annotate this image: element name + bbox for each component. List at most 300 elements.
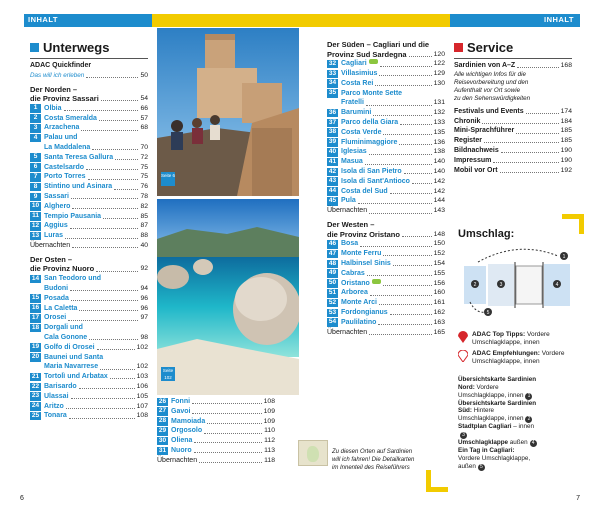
entry-title: Cala Gonone	[44, 333, 88, 341]
toc-entry[interactable]	[157, 417, 275, 427]
entry-number-badge: 31	[158, 446, 167, 454]
toc-entry[interactable]	[327, 108, 445, 118]
toc-entry[interactable]	[157, 436, 275, 446]
empfehlungen-bold: ADAC Empfehlungen:	[472, 350, 540, 357]
map-reference-bold: Ein Tag in Cagliari:	[458, 446, 515, 454]
toc-entry[interactable]	[30, 172, 148, 182]
entry-number-badge: 36	[328, 108, 337, 116]
toc-entry[interactable]	[327, 157, 445, 167]
top-tips-entry[interactable]	[458, 331, 580, 347]
page-number: 132	[433, 109, 445, 117]
leader-dots	[192, 397, 262, 404]
page-number: 144	[433, 197, 445, 205]
service-entry[interactable]	[454, 156, 572, 166]
service-heading	[454, 40, 572, 55]
toc-entry[interactable]	[30, 114, 148, 124]
toc-entry[interactable]	[327, 279, 445, 289]
toc-entry[interactable]	[157, 426, 275, 436]
toc-entry[interactable]	[30, 274, 148, 284]
toc-entry[interactable]	[30, 284, 148, 294]
entry-number-badge: 32	[328, 59, 337, 67]
entry-title: Maria Navarrese	[44, 363, 99, 371]
toc-entry[interactable]	[30, 402, 148, 412]
entry-number-badge: 52	[328, 298, 337, 306]
page-number: 112	[264, 437, 275, 445]
leader-dots	[383, 249, 431, 256]
toc-entry[interactable]	[327, 118, 445, 128]
entry-title: Villasimius	[341, 70, 378, 78]
leader-dots	[92, 143, 138, 150]
leader-dots	[484, 136, 559, 143]
service-entry[interactable]	[454, 126, 572, 136]
service-az-row[interactable]	[454, 61, 572, 71]
leader-dots	[400, 118, 431, 125]
az-description-line: Alle wichtigen Infos für die	[454, 70, 526, 78]
service-entry[interactable]	[454, 146, 572, 156]
toc-entry[interactable]	[30, 212, 148, 222]
leader-dots	[500, 166, 559, 173]
leader-dots	[390, 308, 432, 315]
toc-entry[interactable]	[30, 133, 148, 143]
leader-dots	[402, 230, 432, 237]
entry-number-badge: 25	[31, 411, 40, 419]
leader-dots	[369, 206, 432, 213]
map-reference-text: außen	[509, 438, 528, 446]
page-number: 92	[140, 265, 148, 273]
fig-marker: 1	[562, 254, 566, 260]
entry-number-badge: 51	[328, 288, 337, 296]
leader-dots	[66, 402, 135, 409]
map-reference-text: – innen	[513, 423, 534, 431]
toc-entry[interactable]	[327, 69, 445, 79]
sueden-heading-line1: Der Süden – Cagliari und die	[327, 40, 430, 49]
quickfinder-sub-row[interactable]	[30, 71, 148, 81]
entry-title: Iglesias	[341, 148, 367, 156]
blue-square-icon	[30, 43, 39, 52]
toc-entry[interactable]	[327, 177, 445, 187]
entry-title: Orgosolo	[171, 427, 203, 435]
entry-number-badge: 21	[31, 372, 40, 380]
page-number: 108	[263, 398, 275, 405]
entry-title: Golfo di Orosei	[44, 343, 95, 351]
toc-entry[interactable]	[157, 407, 275, 417]
castle-photo-image	[157, 28, 299, 196]
page-number: 150	[433, 240, 445, 248]
map-reference-text: Vordere Umschlagklappe, innen	[458, 383, 524, 399]
toc-entry[interactable]	[327, 187, 445, 197]
toc-entry[interactable]	[30, 221, 148, 231]
umschlag-section	[458, 228, 580, 471]
page-number: 130	[433, 79, 445, 87]
leader-dots	[380, 59, 432, 66]
page-number: 122	[433, 60, 445, 68]
map-reference-entry[interactable]	[458, 376, 538, 400]
quickfinder-row[interactable]	[30, 61, 148, 71]
leader-dots	[409, 50, 432, 57]
entry-title: Tonara	[44, 412, 67, 420]
entry-title: Alghero	[44, 202, 71, 210]
entry-title: Stintino und Asinara	[44, 183, 113, 191]
entry-number-badge	[327, 99, 338, 108]
entry-number-badge: 40	[328, 148, 337, 156]
entry-number-badge: 35	[328, 89, 337, 97]
entry-title: Olbia	[44, 104, 62, 112]
toc-entry[interactable]	[30, 182, 148, 192]
divider	[454, 58, 572, 59]
uebernachten-label: Übernachten	[157, 456, 198, 464]
entry-number-badge: 19	[31, 343, 40, 351]
sueden-uebernachten-row[interactable]	[327, 206, 445, 216]
entry-title: Tempio Pausania	[44, 212, 102, 220]
entry-title: Castelsardo	[44, 163, 85, 171]
toc-entry[interactable]	[30, 202, 148, 212]
toc-entry[interactable]	[157, 446, 275, 456]
toc-entry[interactable]	[327, 318, 445, 328]
leader-dots	[383, 128, 431, 135]
map-reference-marker: 2	[525, 416, 532, 423]
entry-number-badge: 50	[328, 279, 337, 287]
toc-entry[interactable]	[327, 98, 445, 108]
entry-number-badge: 26	[158, 397, 167, 405]
leader-dots	[378, 318, 431, 325]
toc-entry[interactable]	[327, 249, 445, 259]
toc-entry[interactable]	[327, 147, 445, 157]
service-entry[interactable]	[454, 166, 572, 176]
top-tips-text: Vordere Umschlagklappe, innen	[472, 331, 550, 346]
entry-title: Impressum	[454, 156, 492, 164]
divider	[30, 58, 148, 59]
leader-dots	[393, 259, 432, 266]
westen-heading-row[interactable]	[327, 230, 445, 240]
service-entry[interactable]	[454, 136, 572, 146]
entry-title: La Caletta	[44, 304, 78, 312]
page-number: 78	[140, 193, 148, 201]
entry-title: Bildnachweis	[454, 146, 499, 154]
page-number: 185	[560, 137, 572, 145]
toc-entry[interactable]	[327, 269, 445, 279]
page-number: 75	[140, 163, 148, 171]
toc-entry[interactable]	[30, 143, 148, 153]
header-right-label: INHALT	[544, 15, 574, 24]
entry-number-badge: 14	[31, 274, 40, 282]
page-number: 140	[433, 158, 445, 166]
leader-dots	[404, 167, 432, 174]
norden-heading-line2: die Provinz Sassari	[30, 94, 99, 104]
sueden-heading-row[interactable]	[327, 50, 445, 60]
westen-heading-line2: die Provinz Oristano	[327, 229, 400, 239]
unterwegs-section	[30, 40, 148, 421]
page-number: 103	[136, 373, 148, 381]
page-number: 148	[433, 230, 445, 238]
entry-number-badge: 34	[328, 79, 337, 87]
leader-dots	[370, 288, 432, 295]
toc-entry[interactable]	[327, 89, 445, 99]
page-number: 102	[136, 343, 148, 351]
page-number: 156	[433, 279, 445, 287]
page-number: 168	[560, 62, 572, 69]
page-number: 190	[560, 146, 572, 154]
page-number: 160	[433, 289, 445, 297]
entry-title: Isola di Sant'Antioco	[341, 177, 410, 185]
quickfinder-label: ADAC Quickfinder	[30, 62, 92, 69]
toc-entry[interactable]	[30, 392, 148, 402]
entry-title: Costa del Sud	[341, 187, 388, 195]
page-number: 106	[136, 382, 148, 390]
entry-title: Oliena	[171, 437, 193, 445]
az-description-line: zu den Sehenswürdigkeiten	[454, 94, 531, 102]
entry-title: Cabras	[341, 269, 365, 277]
leader-dots	[399, 138, 431, 145]
entry-number-badge: 15	[31, 294, 40, 302]
map-reference-entry[interactable]	[458, 400, 538, 424]
toc-entry[interactable]	[30, 323, 148, 333]
entry-number-badge: 46	[328, 239, 337, 247]
toc-entry[interactable]	[30, 192, 148, 202]
fig-marker: 3	[499, 282, 503, 288]
page-number: 68	[140, 124, 148, 132]
entry-title: Fordongianus	[341, 308, 388, 316]
beach-photo	[157, 199, 299, 395]
entry-title: Monte Arci	[341, 299, 377, 307]
header-left-label: INHALT	[28, 15, 58, 24]
page-number: 136	[433, 138, 445, 146]
page-number: 50	[140, 71, 148, 79]
fig-marker: 4	[555, 282, 559, 288]
entry-title: Dorgali und	[44, 324, 83, 332]
toc-entry[interactable]	[327, 259, 445, 269]
leader-dots	[199, 456, 262, 463]
leader-dots	[367, 269, 432, 276]
leader-dots	[101, 94, 139, 101]
entry-number-badge: 8	[30, 183, 41, 192]
header-bar-right	[450, 14, 580, 27]
leader-dots	[379, 69, 431, 76]
entry-number-badge: 42	[328, 167, 337, 175]
sueden-heading-line2: Provinz Sud Sardegna	[327, 49, 407, 59]
leader-dots	[88, 172, 139, 179]
entry-title: Ulassai	[44, 392, 69, 400]
toc-entry[interactable]	[157, 397, 275, 407]
recommendation-marker-icon	[458, 350, 468, 362]
leader-dots	[89, 333, 138, 340]
page-number-right: 7	[576, 495, 580, 502]
entry-number-badge: 23	[31, 392, 40, 400]
map-reference-entry[interactable]	[458, 423, 538, 439]
entry-title: Costa Smeralda	[44, 114, 97, 122]
entry-number-badge: 45	[328, 197, 337, 205]
toc-entry[interactable]	[30, 372, 148, 382]
empfehlungen-entry[interactable]	[458, 350, 580, 366]
caption-line: Zu diesen Orten auf Sardinien	[332, 449, 413, 455]
toc-entry[interactable]	[327, 196, 445, 206]
map-reference-marker: 4	[530, 440, 537, 447]
page-number: 161	[433, 299, 445, 307]
map-reference-marker: 1	[525, 393, 532, 400]
page-number: 135	[433, 128, 445, 136]
entry-number-badge: 53	[328, 308, 337, 316]
entry-number-badge: 38	[328, 128, 337, 136]
map-reference-entry[interactable]	[458, 439, 538, 447]
westen-uebernachten-row[interactable]	[327, 328, 445, 338]
az-description	[454, 71, 572, 103]
leader-dots	[516, 126, 558, 133]
entry-title: Tortolì und Arbatax	[44, 373, 108, 381]
entry-number-badge: 29	[158, 426, 167, 434]
norden-heading-row[interactable]	[30, 94, 148, 104]
entry-title: Orosei	[44, 314, 67, 322]
leader-dots	[115, 153, 138, 160]
entry-number-badge: 7	[30, 173, 41, 182]
service-entry[interactable]	[454, 117, 572, 127]
toc-entry[interactable]	[30, 153, 148, 163]
page-number: 96	[140, 304, 148, 312]
toc-entry[interactable]	[327, 79, 445, 89]
toc-entry[interactable]	[327, 128, 445, 138]
top-tip-icon	[372, 279, 381, 284]
entry-title: Parco Monte Sette	[341, 89, 403, 97]
page-number-left: 6	[20, 495, 24, 502]
page-number: 54	[140, 95, 148, 103]
entry-number-badge	[30, 144, 41, 153]
map-reference-text: Hintere Umschlagklappe, innen	[458, 407, 524, 423]
toc-entry[interactable]	[327, 239, 445, 249]
entry-number-badge	[30, 363, 41, 372]
entry-title: Parco della Giara	[341, 119, 399, 127]
toc-entry[interactable]	[30, 382, 148, 392]
uebernachten-label: Übernachten	[327, 328, 368, 336]
leader-dots	[366, 98, 432, 105]
entry-number-badge: 37	[328, 118, 337, 126]
karten-list	[458, 376, 538, 471]
map-reference-entry[interactable]	[458, 447, 538, 471]
page-number: 82	[140, 202, 148, 210]
leader-dots	[375, 79, 431, 86]
leader-dots	[86, 71, 138, 78]
toc-entry[interactable]	[327, 308, 445, 318]
leader-dots	[71, 392, 135, 399]
entry-title: Costa Rei	[341, 79, 374, 87]
page-number: 152	[433, 250, 445, 258]
page-number: 107	[136, 402, 148, 410]
az-description-line: Reisevorbereitung und den	[454, 78, 529, 86]
leader-dots	[103, 212, 138, 219]
osten-heading-row[interactable]	[30, 264, 148, 274]
entry-title: Porto Torres	[44, 173, 86, 181]
page-number: 133	[433, 119, 445, 127]
toc-entry[interactable]	[30, 362, 148, 372]
red-square-icon	[454, 43, 463, 52]
toc-entry[interactable]	[30, 333, 148, 343]
map-caption	[298, 448, 443, 472]
entry-number-badge: 20	[31, 353, 40, 361]
service-entry[interactable]	[454, 107, 572, 117]
map-reference-bold: Umschlagklappe	[458, 438, 509, 446]
entry-title: Isola di San Pietro	[341, 168, 402, 176]
page-number: 163	[433, 318, 445, 326]
entry-number-badge: 12	[31, 222, 40, 230]
leader-dots	[70, 284, 138, 291]
page-number: 88	[140, 232, 148, 240]
toc-entry[interactable]	[30, 353, 148, 363]
osten-heading-line1: Der Osten –	[30, 254, 73, 264]
osten-heading-line2: die Provinz Nuoro	[30, 264, 95, 274]
entry-title: Mobil vor Ort	[454, 166, 498, 174]
leader-dots	[526, 107, 559, 114]
entry-number-badge: 30	[158, 436, 167, 444]
leader-dots	[192, 407, 261, 414]
toc-entry[interactable]	[327, 59, 445, 69]
entry-number-badge: 39	[328, 138, 337, 146]
entry-title: Sassari	[44, 193, 69, 201]
page-number: 57	[140, 114, 148, 122]
page-number: 129	[433, 70, 445, 78]
toc-entry[interactable]	[327, 298, 445, 308]
toc-entry[interactable]	[30, 304, 148, 314]
page-number: 154	[433, 259, 445, 267]
page-number: 190	[560, 156, 572, 164]
leader-dots	[194, 446, 263, 453]
leader-dots	[86, 163, 138, 170]
page-number: 76	[140, 183, 148, 191]
map-reference-bold: Übersichtskarte Sardinien Süd:	[458, 399, 537, 415]
castle-photo	[157, 28, 299, 196]
toc-entry[interactable]	[30, 231, 148, 241]
leader-dots	[96, 264, 138, 271]
toc-entry[interactable]	[30, 343, 148, 353]
leader-dots	[194, 436, 262, 443]
page-number: 155	[433, 269, 445, 277]
map-reference-marker: 5	[478, 464, 485, 471]
toc-entry[interactable]	[30, 123, 148, 133]
entry-number-badge: 43	[328, 177, 337, 185]
toc-entry[interactable]	[30, 163, 148, 173]
toc-entry[interactable]	[30, 104, 148, 114]
middle-uebernachten-row[interactable]	[157, 456, 275, 466]
leader-dots	[379, 298, 432, 305]
norden-heading-line1: Der Norden –	[30, 84, 78, 94]
service-title: Service	[467, 40, 514, 55]
toc-entry[interactable]	[327, 288, 445, 298]
map-reference-bold: Übersichtskarte Sardinien Nord:	[458, 376, 537, 391]
entry-title: Bosa	[341, 240, 359, 248]
header-rule-yellow	[152, 14, 300, 27]
entry-number-badge: 4	[30, 134, 41, 143]
page-number: 70	[140, 144, 148, 152]
entry-title: Posada	[44, 294, 69, 302]
entry-title: Mini-Sprachführer	[454, 127, 515, 135]
page-number: 120	[433, 50, 445, 58]
toc-entry[interactable]	[30, 294, 148, 304]
header-bar-left	[24, 14, 152, 27]
toc-entry[interactable]	[327, 138, 445, 148]
leader-dots	[114, 182, 138, 189]
entry-number-badge: 6	[30, 163, 41, 172]
leader-dots	[64, 104, 139, 111]
norden-uebernachten-row[interactable]	[30, 241, 148, 251]
entry-number-badge: 41	[328, 157, 337, 165]
entry-number-badge: 27	[158, 407, 167, 415]
entry-number-badge: 24	[31, 402, 40, 410]
entry-number-badge: 28	[158, 417, 167, 425]
page-number: 72	[140, 153, 148, 161]
page-number: 98	[140, 333, 148, 341]
page-number: 96	[140, 294, 148, 302]
toc-entry[interactable]	[30, 313, 148, 323]
toc-entry[interactable]	[327, 167, 445, 177]
header-rule-yellow-right	[300, 14, 450, 27]
toc-entry[interactable]	[30, 411, 148, 421]
sueden-list	[327, 59, 445, 206]
